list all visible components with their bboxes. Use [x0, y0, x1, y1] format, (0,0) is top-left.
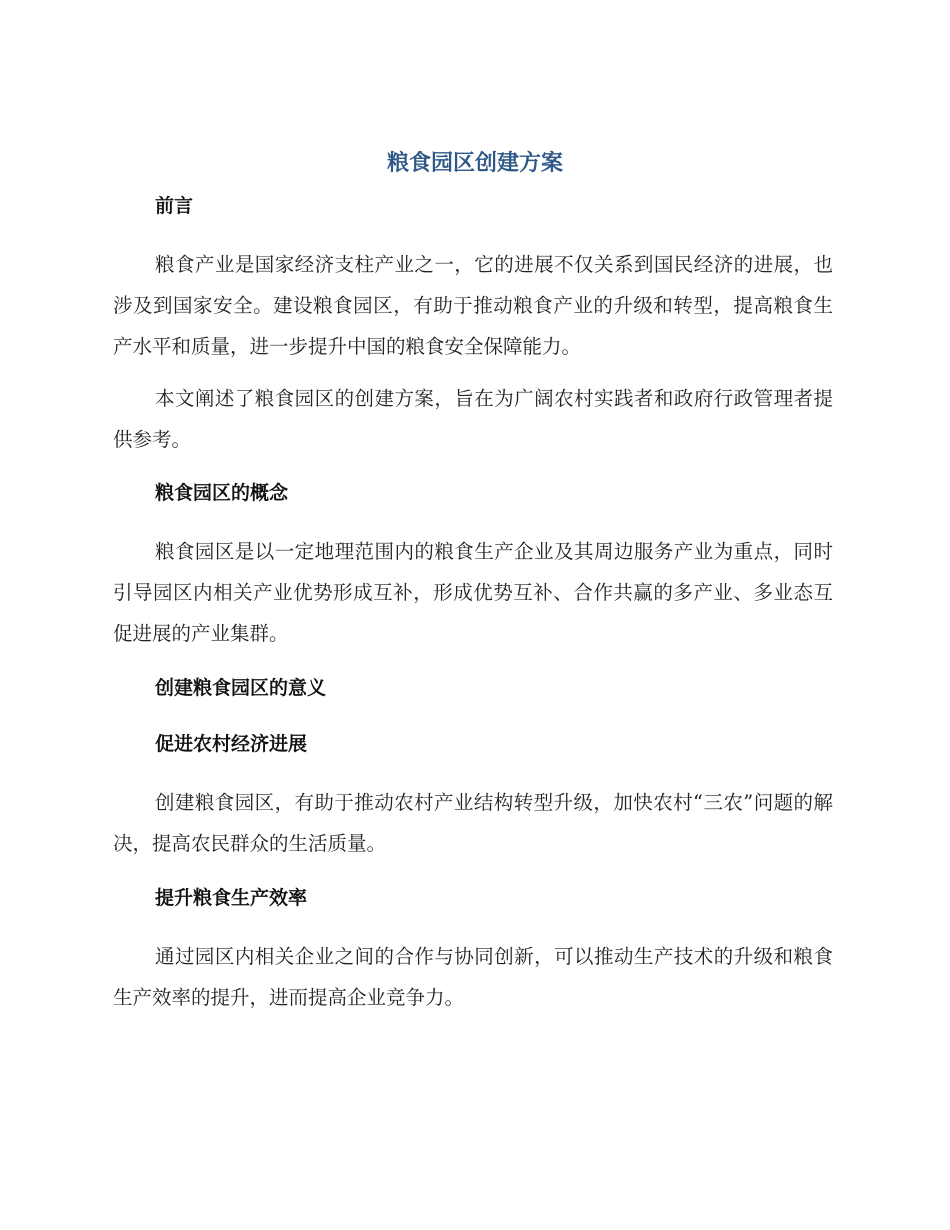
section-heading-preface: 前言	[155, 195, 194, 217]
subsection-heading-efficiency: 提升粮食生产效率	[155, 887, 308, 909]
subsection-heading-rural-economy: 促进农村经济进展	[155, 733, 308, 755]
section-heading-concept: 粮食园区的概念	[155, 482, 289, 504]
document-title: 粮食园区创建方案	[386, 151, 563, 176]
paragraph-concept: 粮食园区是以一定地理范围内的粮食生产企业及其周边服务产业为重点，同时引导园区内相关产业优势形成互补，形成优势互补、合作共赢的多产业、多业态互促进展的产业集群。	[113, 540, 833, 645]
paragraph-rural-economy: 创建粮食园区，有助于推动农村产业结构转型升级，加快农村“三农”问题的解决，提高农民群众的生活质量。	[113, 791, 833, 855]
paragraph-efficiency: 通过园区内相关企业之间的合作与协同创新，可以推动生产技术的升级和粮食生产效率的提升，进而提高企业竞争力。	[113, 945, 833, 1009]
paragraph-purpose: 本文阐述了粮食园区的创建方案，旨在为广阔农村实践者和政府行政管理者提供参考。	[113, 387, 833, 451]
document-body	[113, 190, 833, 1018]
section-heading-significance: 创建粮食园区的意义	[155, 677, 327, 699]
paragraph-intro: 粮食产业是国家经济支柱产业之一，它的进展不仅关系到国民经济的进展，也涉及到国家安全。建设粮食园区，有助于推动粮食产业的升级和转型，提高粮食生产水平和质量，进一步提升中国的粮食安全保障能力。	[113, 253, 833, 358]
